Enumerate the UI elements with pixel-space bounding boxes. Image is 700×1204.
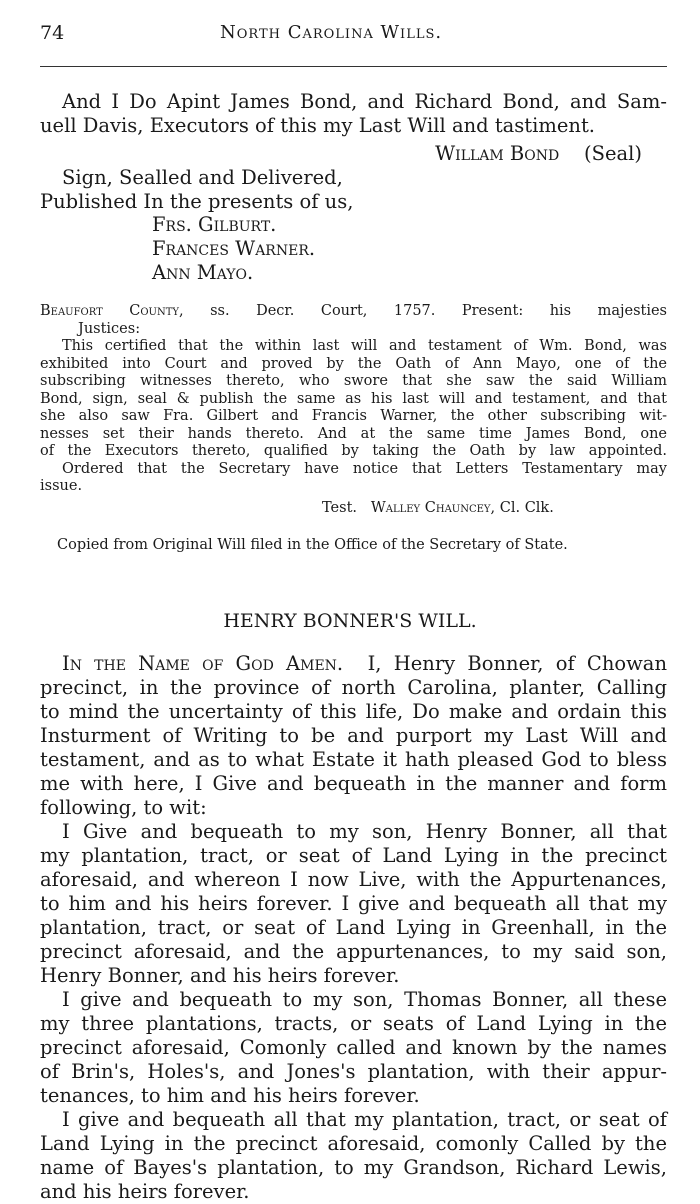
probate-heading-continued: Justices: [78,320,141,337]
probate-line: This certified that the within last will and testament of Wm. Bond, was [62,338,667,354]
probate-line: she also saw Fra. Gilbert and Francis Warner, the other subscribing wit- [40,408,667,424]
will-line: and his heirs forever. [40,1180,250,1203]
clerk-attestation [322,500,642,518]
testator-signature: Willam Bond [435,142,560,165]
attestation-line: Published In the presents of us, [40,190,354,213]
will-line-text: I, Henry Bonner, of Chowan [367,652,667,675]
court-session: ss. Decr. Court, 1757. Present: his majesties [210,303,668,319]
order-line: Ordered that the Secretary have notice that Letters Testamentary may [62,460,667,477]
will-line: precinct aforesaid, Comonly called and known by the names [40,1036,667,1059]
will-line: following, to wit: [40,796,207,819]
probate-line: Bond, sign, seal & publish the same as his last will and testament, and that [40,390,667,407]
will-line: I give and bequeath to my son, Thomas Bonner, all these [62,988,667,1011]
will-line: tenances, to him and his heirs forever. [40,1084,420,1107]
witness-list [152,213,552,285]
will-line: my three plantations, tracts, or seats of Land Lying in the [40,1012,667,1035]
will-line: Henry Bonner, and his heirs forever. [40,964,400,987]
will-line: Land Lying in the precinct aforesaid, comonly Called by the [40,1132,667,1155]
will-line: to mind the uncertainty of this life, Do make and ordain this [40,700,667,723]
page-header [40,22,665,48]
witness-name: Frs. Gilburt. [152,213,277,236]
will-title: HENRY BONNER'S WILL. [223,610,477,632]
clerk-name: Walley Chauncey, [370,500,496,516]
order-line: issue. [40,478,83,494]
seal-mark: (Seal) [584,142,642,165]
probate-line: subscribing witnesses thereto, who swore that she saw the said William [40,373,667,389]
will-line: my plantation, tract, or seat of Land Lying in the precinct [40,844,667,867]
probate-line: nesses set their hands thereto. And at the same time James Bond, one [40,425,667,442]
will-line: to him and his heirs forever. I give and bequeath all that my [40,892,667,915]
running-head: North Carolina Wills. [220,22,443,43]
probate-line: of the Executors thereto, qualified by taking the Oath by law appointed. [40,443,667,459]
will-line: precinct, in the province of north Carolina, planter, Calling [40,676,667,699]
attestation-clause [40,166,667,214]
county-name: Beaufort County, [40,303,184,319]
will-line: name of Bayes's plantation, to my Grandson, Richard Lewis, [40,1156,667,1179]
will-line: plantation, tract, or seat of Land Lying in Greenhall, in the [40,916,667,939]
probate-record [40,303,667,496]
header-rule [40,66,667,67]
will-line: me with here, I Give and bequeath in the manner and form [40,772,667,795]
witness-name: Ann Mayo. [152,261,254,284]
attestation-line: Sign, Sealled and Delivered, [62,166,343,189]
executors-line: uell Davis, Executors of this my Last Will and tastiment. [40,114,595,137]
will-body [40,652,667,1204]
copied-note: Copied from Original Will filed in the Office of the Secretary of State. [57,537,568,553]
invocation: In the Name of God Amen. [62,652,344,675]
probate-heading [40,303,667,321]
will-line: I give and bequeath all that my plantation, tract, or seat of [62,1108,667,1131]
test-label: Test. [322,500,358,516]
will-line: aforesaid, and whereon I now Live, with the Appurtenances, [40,868,667,891]
probate-line: exhibited into Court and proved by the Oath of Ann Mayo, one of the [40,355,667,372]
will-line: testament, and as to what Estate it hath pleased God to bless [40,748,667,771]
testator-signature-line [40,142,642,166]
will-line: I Give and bequeath to my son, Henry Bonner, all that [62,820,667,843]
executors-line: And I Do Apint James Bond, and Richard Bond, and Sam- [62,90,667,113]
witness-name: Frances Warner. [152,237,316,260]
will-line: precinct aforesaid, and the appurtenances, to my said son, [40,940,667,963]
will-line [40,652,667,676]
clerk-title: Cl. Clk. [499,500,554,516]
will-line: of Brin's, Holes's, and Jones's plantation, with their appur- [40,1060,667,1083]
executors-paragraph [40,90,667,138]
page-number: 74 [40,22,65,44]
will-line: Insturment of Writing to be and purport my Last Will and [40,724,667,747]
